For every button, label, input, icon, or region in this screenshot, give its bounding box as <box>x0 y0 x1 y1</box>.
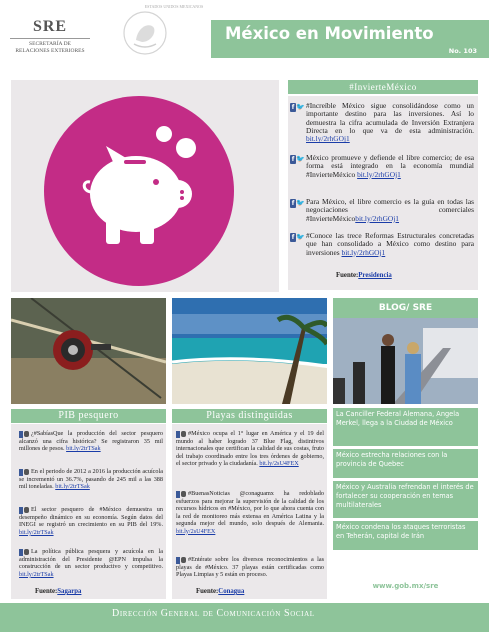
facebook-icon[interactable] <box>176 431 180 438</box>
tweet-text: México promueve y defiende el libre comercio; de esa forma está integrado en la economía mundial #InvierteMéxico <box>306 153 474 179</box>
merkel-arrival-image <box>333 318 478 404</box>
invierte-source: Fuente:Presidencia <box>336 272 392 279</box>
header <box>0 0 489 70</box>
page-title: México en Movimiento <box>225 24 434 43</box>
tweet-item <box>290 232 474 257</box>
facebook-icon[interactable] <box>176 491 180 498</box>
pib-para: El sector pesquero de #México demuestra un desempeño dinámico en su economía. Según datos del INEGI se registró un crecimiento en su PIB del 19%. bit.ly/2trTSak <box>19 506 163 536</box>
pib-link[interactable]: bit.ly/2trTSak <box>55 483 90 491</box>
social-icons[interactable] <box>19 548 30 556</box>
national-seal-icon <box>120 6 170 56</box>
playas-source: Fuente:Conagua <box>196 588 245 595</box>
source-link[interactable]: Sagarpa <box>57 588 82 595</box>
pib-para: ¿#SabíasQue la producción del sector pesquero alcanzó una cifra histórica? Se registraron 35 mil millones de pesos. bit.ly/2trTSak <box>19 430 163 453</box>
fishing-gear-image <box>11 298 166 404</box>
pib-para: La política pública pesquera y acuícola en la administración del Presidente @EPN impulsa la construcción de un sector productivo y competitivo. bit.ly/2trTSak <box>19 548 163 578</box>
footer-text: Dirección General de Comunicación Social <box>112 608 315 619</box>
twitter-icon[interactable]: 🐦 <box>296 199 305 207</box>
twitter-icon[interactable] <box>181 557 186 563</box>
facebook-icon[interactable] <box>19 469 23 476</box>
social-icons[interactable] <box>176 556 187 564</box>
pib-para: En el periodo de 2012 a 2016 la producción acuícola se incrementó un 36.7%, pasando de 245 mil a las 388 mil toneladas. bit.ly/2trTSak <box>19 468 163 491</box>
piggy-bank-image <box>11 80 279 292</box>
social-icons <box>290 199 304 209</box>
beach-scene <box>172 298 327 404</box>
facebook-icon[interactable]: f <box>291 200 295 207</box>
pib-source: Fuente:Sagarpa <box>35 588 82 595</box>
invierte-heading: #InvierteMéxico <box>288 80 478 94</box>
tweet-item <box>290 198 474 223</box>
seal-text: ESTADOS UNIDOS MEXICANOS <box>144 4 204 9</box>
twitter-icon[interactable] <box>24 549 29 555</box>
playas-heading: Playas distinguidas <box>172 409 327 423</box>
tweet-link[interactable]: bit.ly/2rhGOj1 <box>357 169 401 179</box>
blog-heading: BLOG/ SRE <box>333 298 478 318</box>
sre-logo <box>10 18 90 55</box>
tweet-text: #Increíble México sigue consolidándose como un importante destino para las inversiones. Así lo demuestra la cifra acumulada de Inversión Extranjera Directa en lo que va de esta administración. <box>306 101 474 135</box>
airport-scene <box>333 318 478 404</box>
social-icons[interactable] <box>19 506 30 514</box>
facebook-icon[interactable] <box>19 507 23 514</box>
blog-item-merkel[interactable]: La Canciller Federal Alemana, Angela Merkel, llega a la Ciudad de México <box>333 408 478 446</box>
blog-item-quebec[interactable]: México estrecha relaciones con la provincia de Quebec <box>333 449 478 478</box>
title-bar <box>211 20 489 58</box>
pib-panel <box>11 424 166 599</box>
pib-link[interactable]: bit.ly/2trTSak <box>19 528 54 536</box>
playas-para: #Entérate sobre los diversos reconocimientos a las playas de #México. 37 playas están certificadas como Playas Limpias y 5 están en proceso. <box>176 556 324 579</box>
logo-sub2: RELACIONES EXTERIORES <box>15 48 85 54</box>
pib-heading: PIB pesquero <box>11 409 166 423</box>
twitter-icon[interactable]: 🐦 <box>296 103 305 111</box>
social-icons[interactable] <box>176 490 187 498</box>
social-icons[interactable] <box>19 468 30 476</box>
social-icons <box>290 233 304 243</box>
tweet-text: #Conoce las trece Reformas Estructurales concretadas que han consolidado a México como destino para inversiones <box>306 231 474 257</box>
twitter-icon[interactable] <box>24 431 29 437</box>
twitter-icon[interactable] <box>24 507 29 513</box>
twitter-icon[interactable] <box>181 431 186 437</box>
facebook-icon[interactable] <box>176 557 180 564</box>
facebook-icon[interactable] <box>19 431 23 438</box>
playas-panel <box>172 424 327 599</box>
facebook-icon[interactable]: f <box>291 234 295 241</box>
fishing-reel-icon <box>11 298 166 404</box>
tweet-item <box>290 102 474 143</box>
issue-number: No. 103 <box>448 47 477 55</box>
facebook-icon[interactable]: f <box>291 104 295 111</box>
tweet-link[interactable]: bit.ly/2rhGOj1 <box>355 213 399 223</box>
pib-link[interactable]: bit.ly/2trTSak <box>66 445 101 453</box>
social-icons[interactable] <box>19 430 30 438</box>
footer <box>0 603 489 632</box>
social-icons[interactable] <box>176 430 187 438</box>
blog-item-teheran[interactable]: México condena los ataques terroristas en Teherán, capital de Irán <box>333 521 478 550</box>
beach-image <box>172 298 327 404</box>
gob-mx-link[interactable]: www.gob.mx/sre <box>372 582 439 590</box>
tweet-link[interactable]: bit.ly/2rhGOj1 <box>306 134 350 144</box>
invierte-panel <box>288 96 478 290</box>
playas-para: #México ocupa el 1° lugar en América y el 19 del mundo al haber logrado 37 Blue Flag, distintivos internacionales que certifican la calidad de sus costas, fruto del trabajo coordinado entre los tres órdenes de gobierno, el sector privado y la ciudadanía. bit.ly/2sU4FEX <box>176 430 324 468</box>
tweet-text: Para México, el libre comercio es la guía en todas las negociaciones comerciales #InvierteMéxico <box>306 197 474 223</box>
playas-link[interactable]: bit.ly/2sU4FEX <box>176 527 216 535</box>
logo-text: SRE <box>32 18 68 35</box>
playas-link[interactable]: bit.ly/2sU4FEX <box>259 460 299 468</box>
logo-sub1: SECRETARÍA DE <box>29 41 71 47</box>
facebook-icon[interactable]: f <box>291 156 295 163</box>
social-icons <box>290 155 304 165</box>
social-icons <box>290 103 304 113</box>
facebook-icon[interactable] <box>19 549 23 556</box>
twitter-icon[interactable] <box>181 491 186 497</box>
logo-divider <box>10 38 90 39</box>
twitter-icon[interactable]: 🐦 <box>296 155 305 163</box>
twitter-icon[interactable] <box>24 469 29 475</box>
source-link[interactable]: Presidencia <box>358 272 392 279</box>
blog-item-australia[interactable]: México y Australia refrendan el interés de fortalecer su cooperación en temas multilaterales <box>333 481 478 518</box>
tweet-link[interactable]: bit.ly/2rhGOj1 <box>341 247 386 257</box>
twitter-icon[interactable]: 🐦 <box>296 233 305 241</box>
piggy-bank-icon <box>44 96 234 286</box>
playas-para: #BuenasNoticias @conaguamx ha redoblado esfuerzos para mejorar la supervisión de la calidad de los recursos hídricos en #México, por lo que ahora cuenta con la red de monitoreo más extensa en América Latina y la segunda mejor del mundo, solo después de Alemania. bit.ly/2sU4FEX <box>176 490 324 535</box>
piggy-circle <box>44 96 234 286</box>
tweet-item <box>290 154 474 179</box>
pib-link[interactable]: bit.ly/2trTSak <box>19 570 54 578</box>
source-link[interactable]: Conagua <box>218 588 245 595</box>
